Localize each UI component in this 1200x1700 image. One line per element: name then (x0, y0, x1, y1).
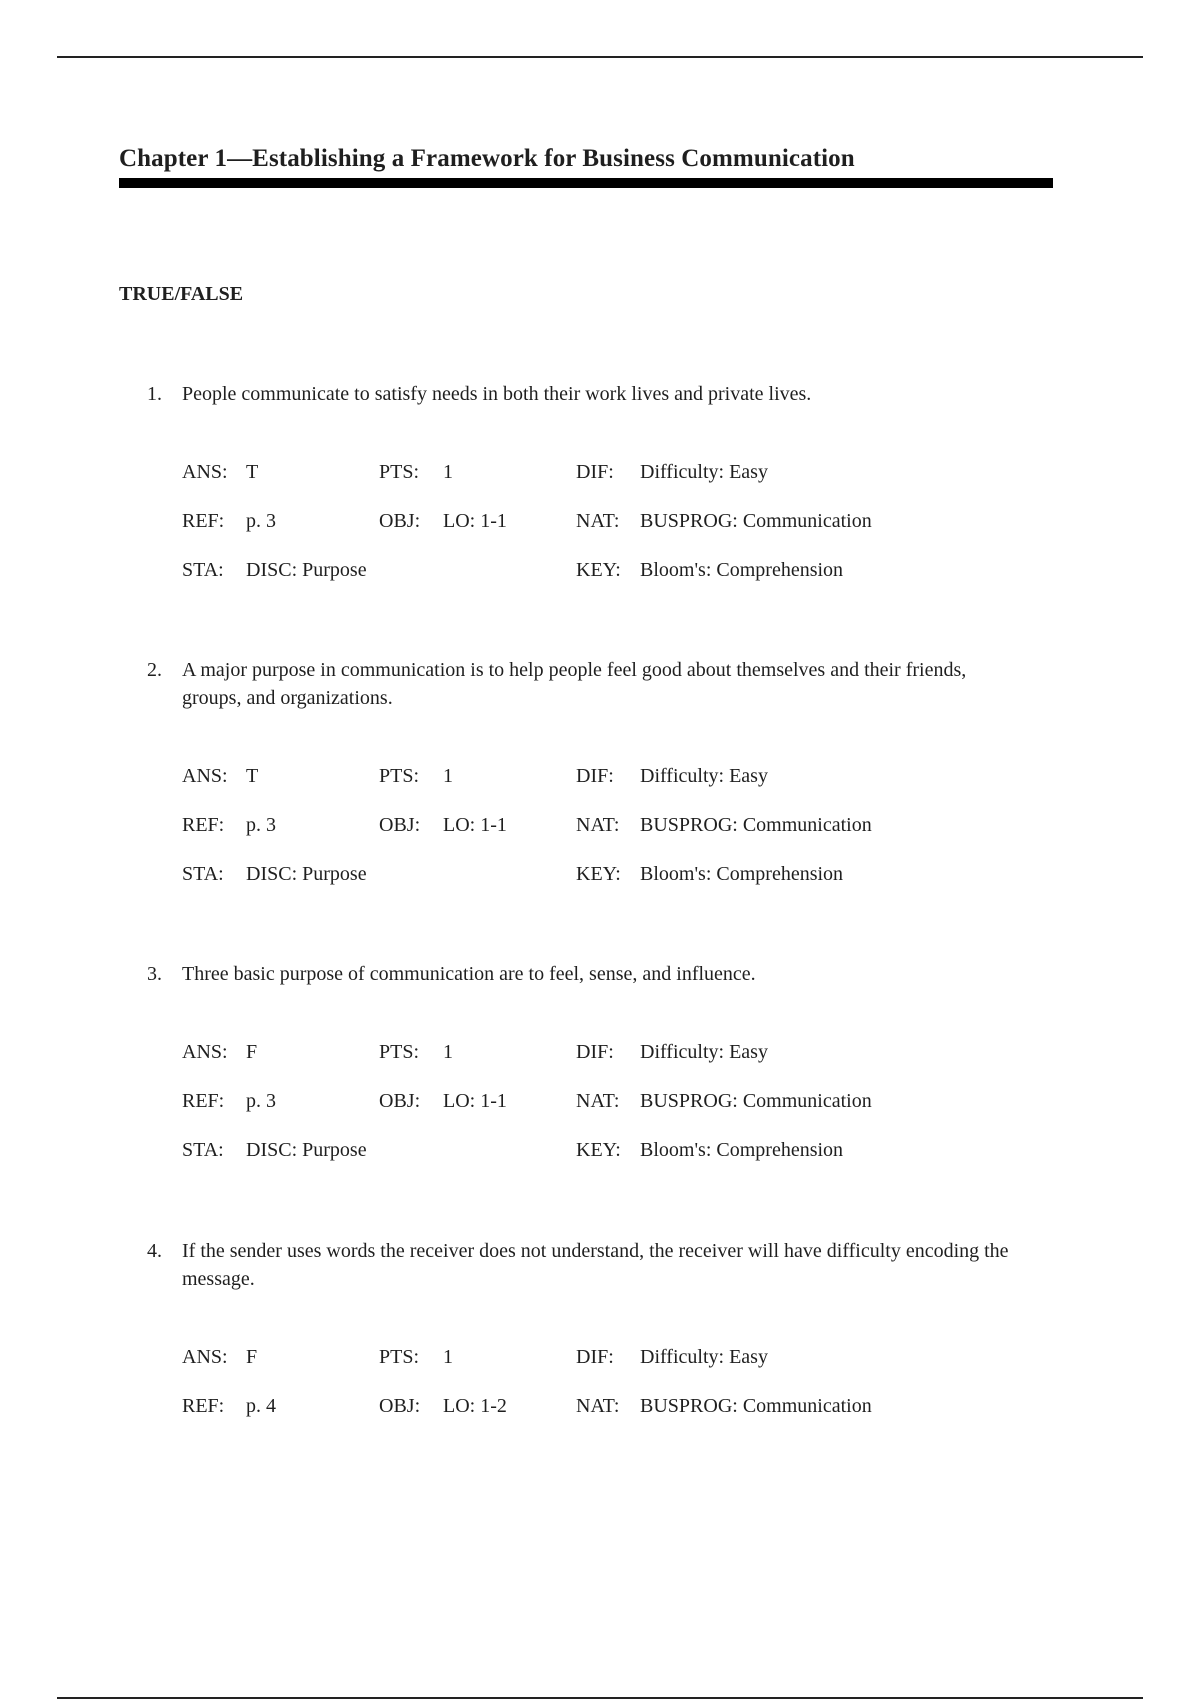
ref-value: p. 3 (246, 510, 276, 532)
question-text: People communicate to satisfy needs in both their work lives and private lives. (182, 383, 812, 405)
meta-row (182, 762, 1019, 811)
nat-value: BUSPROG: Communication (640, 510, 872, 532)
key-value: Bloom's: Comprehension (640, 1139, 844, 1161)
pts-field: PTS: 1 (379, 1343, 419, 1371)
ans-field: ANS: F (182, 1038, 228, 1066)
ans-field: ANS: T (182, 458, 228, 486)
question-stem (119, 1237, 1019, 1293)
pts-field: PTS: 1 (379, 1038, 419, 1066)
dif-field: DIF: Difficulty: Easy (576, 458, 614, 486)
meta-row (182, 1343, 1019, 1392)
section-heading: TRUE/FALSE (119, 283, 244, 305)
ans-value: F (246, 1041, 258, 1063)
meta-row (182, 1038, 1019, 1087)
dif-field: DIF: Difficulty: Easy (576, 1038, 614, 1066)
key-value: Bloom's: Comprehension (640, 559, 844, 581)
ans-value: T (246, 461, 259, 483)
ref-value: p. 4 (246, 1395, 276, 1417)
pts-field: PTS: 1 (379, 458, 419, 486)
pts-value: 1 (443, 1346, 453, 1368)
dif-value: Difficulty: Easy (640, 1346, 768, 1368)
question-2 (119, 656, 1019, 909)
question-4 (119, 1237, 1019, 1441)
ref-value: p. 3 (246, 1090, 276, 1112)
dif-value: Difficulty: Easy (640, 765, 768, 787)
dif-field: DIF: Difficulty: Easy (576, 762, 614, 790)
pts-field: PTS: 1 (379, 762, 419, 790)
key-field: KEY: Bloom's: Comprehension (576, 556, 621, 584)
answer-metadata (119, 1038, 1019, 1185)
sta-field: STA: DISC: Purpose (182, 556, 224, 584)
page-bottom-rule (57, 1697, 1143, 1699)
dif-field: DIF: Difficulty: Easy (576, 1343, 614, 1371)
ref-field: REF: p. 3 (182, 811, 224, 839)
pts-value: 1 (443, 765, 453, 787)
question-1 (119, 380, 1019, 605)
meta-row (182, 1136, 1019, 1185)
key-field: KEY: Bloom's: Comprehension (576, 1136, 621, 1164)
question-text: If the sender uses words the receiver does not understand, the receiver will have difficulty encoding the message. (182, 1240, 1009, 1290)
question-text: Three basic purpose of communication are to feel, sense, and influence. (182, 963, 756, 985)
sta-field: STA: DISC: Purpose (182, 1136, 224, 1164)
sta-field: STA: DISC: Purpose (182, 860, 224, 888)
question-number: 3. (147, 963, 162, 985)
nat-field: NAT: BUSPROG: Communication (576, 507, 619, 535)
nat-field: NAT: BUSPROG: Communication (576, 1087, 619, 1115)
chapter-title: Chapter 1—Establishing a Framework for Business Communication (119, 145, 855, 172)
meta-row (182, 1087, 1019, 1136)
question-number: 1. (147, 383, 162, 405)
nat-field: NAT: BUSPROG: Communication (576, 811, 619, 839)
ans-field: ANS: T (182, 762, 228, 790)
question-number: 2. (147, 659, 162, 681)
obj-value: LO: 1-2 (443, 1395, 507, 1417)
question-number: 4. (147, 1240, 162, 1262)
answer-metadata (119, 1343, 1019, 1441)
obj-field: OBJ: LO: 1-1 (379, 811, 420, 839)
sta-value: DISC: Purpose (246, 1139, 367, 1161)
chapter-title-bar (119, 178, 1053, 188)
ref-field: REF: p. 4 (182, 1392, 224, 1420)
dif-value: Difficulty: Easy (640, 461, 768, 483)
key-value: Bloom's: Comprehension (640, 863, 844, 885)
meta-row (182, 556, 1019, 605)
pts-value: 1 (443, 1041, 453, 1063)
ans-value: T (246, 765, 259, 787)
obj-value: LO: 1-1 (443, 510, 507, 532)
question-3 (119, 960, 1019, 1185)
key-field: KEY: Bloom's: Comprehension (576, 860, 621, 888)
nat-value: BUSPROG: Communication (640, 1090, 872, 1112)
sta-value: DISC: Purpose (246, 863, 367, 885)
meta-row (182, 811, 1019, 860)
question-stem (119, 380, 1019, 408)
obj-field: OBJ: LO: 1-1 (379, 1087, 420, 1115)
ref-value: p. 3 (246, 814, 276, 836)
meta-row (182, 458, 1019, 507)
meta-row (182, 860, 1019, 909)
question-stem (119, 960, 1019, 988)
obj-value: LO: 1-1 (443, 1090, 507, 1112)
obj-value: LO: 1-1 (443, 814, 507, 836)
ref-field: REF: p. 3 (182, 1087, 224, 1115)
pts-value: 1 (443, 461, 453, 483)
dif-value: Difficulty: Easy (640, 1041, 768, 1063)
question-text: A major purpose in communication is to help people feel good about themselves and their friends, groups, and organizations. (182, 659, 967, 709)
meta-row (182, 507, 1019, 556)
obj-field: OBJ: LO: 1-1 (379, 507, 420, 535)
sta-value: DISC: Purpose (246, 559, 367, 581)
ans-value: F (246, 1346, 258, 1368)
meta-row (182, 1392, 1019, 1441)
ref-field: REF: p. 3 (182, 507, 224, 535)
answer-metadata (119, 762, 1019, 909)
nat-value: BUSPROG: Communication (640, 1395, 872, 1417)
question-stem (119, 656, 1019, 712)
obj-field: OBJ: LO: 1-2 (379, 1392, 420, 1420)
answer-metadata (119, 458, 1019, 605)
nat-value: BUSPROG: Communication (640, 814, 872, 836)
page-top-rule (57, 56, 1143, 58)
nat-field: NAT: BUSPROG: Communication (576, 1392, 619, 1420)
ans-field: ANS: F (182, 1343, 228, 1371)
